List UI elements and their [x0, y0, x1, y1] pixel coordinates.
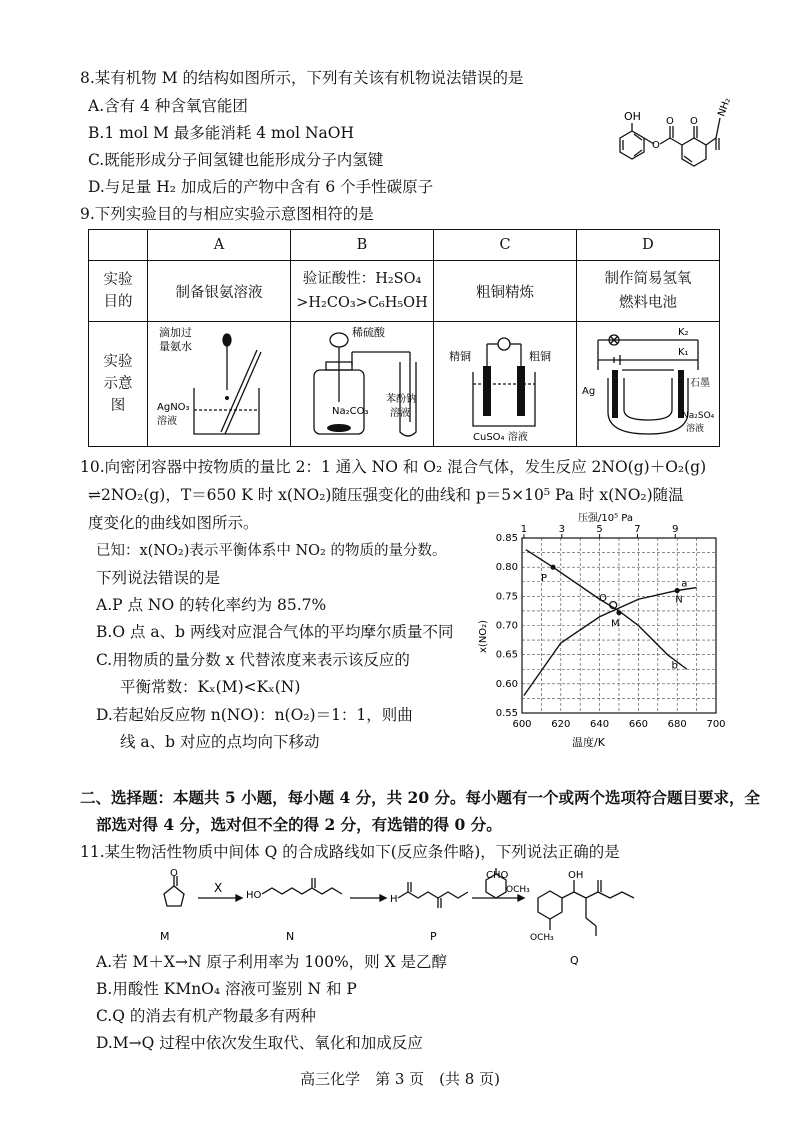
q10-line2: ⇌2NO₂(g)，T＝650 K 时 x(NO₂)随压强变化的曲线和 p＝5×10⁵ Pa 时 x(NO₂)随温: [88, 486, 684, 504]
chart-point-m: [616, 610, 621, 615]
q8-o-label-1: O: [652, 140, 660, 151]
q11-option-c: C.Q 的消去有机产物最多有两种: [96, 1007, 316, 1025]
row-label-diagram: [89, 322, 148, 447]
q11-option-d: D.M→Q 过程中依次发生取代、氧化和加成反应: [96, 1034, 423, 1052]
q11-stem: 11.某生物活性物质中间体 Q 的合成路线如下(反应条件略)，下列说法正确的是: [80, 843, 620, 861]
chart-x2-label: 压强/10⁵ Pa: [578, 513, 633, 524]
diagram-b-cell: [291, 322, 434, 447]
chart-point-p: [550, 565, 555, 570]
q8-option-c: C.既能形成分子间氢键也能形成分子内氢键: [88, 151, 384, 169]
table-corner: [89, 230, 148, 261]
q11-cho-label: CHO: [486, 870, 509, 881]
q10-note: 已知：x(NO₂)表示平衡体系中 NO₂ 的物质的量分数。: [96, 543, 447, 559]
q11-oh-label: OH: [568, 870, 584, 881]
q8-oh-label: OH: [624, 110, 641, 123]
chart-x-tick-label: 640: [590, 719, 610, 730]
q10-option-a: A.P 点 NO 的转化率约为 85.7%: [96, 596, 327, 614]
row-label-diagram-l3: 图: [110, 398, 126, 414]
chart-x-tick-label: 620: [551, 719, 571, 730]
diagram-a-beaker: [149, 322, 289, 442]
chart-y-tick-label: 0.60: [495, 678, 518, 690]
diagram-b-label-1: 稀硫酸: [352, 326, 385, 339]
purpose-d: [577, 261, 720, 322]
diagram-d-cell: [577, 322, 720, 447]
chart-x2-tick-label: 3: [558, 524, 565, 535]
q8-option-a: A.含有 4 种含氧官能团: [88, 97, 248, 115]
diagram-a-label-1: 滴加过: [159, 326, 192, 339]
q9-experiment-table: [88, 229, 720, 447]
section2-line1: 二、选择题：本题共 5 小题，每小题 4 分，共 20 分。每小题有一个或两个选项符合题目要求，全: [80, 788, 761, 807]
q11-m-o-label: O: [170, 868, 178, 879]
q8-option-d: D.与足量 H₂ 加成后的产物中含有 6 个手性碳原子: [88, 178, 434, 196]
purpose-a: 制备银氨溶液: [148, 261, 291, 322]
q9-stem: 9.下列实验目的与相应实验示意图相符的是: [80, 205, 374, 223]
q11-option-a: A.若 M＋X→N 原子利用率为 100%，则 X 是乙醇: [96, 953, 448, 971]
chart-y-tick-label: 0.55: [495, 708, 518, 719]
diagram-b-label-2: Na₂CO₃: [332, 406, 369, 417]
chart-x-tick-label: 680: [667, 719, 687, 730]
chart-point-label-m: M: [611, 618, 620, 630]
row-label-purpose: [89, 261, 148, 322]
diagram-d-k1-label: K₁: [678, 347, 689, 358]
diagram-a-label-2: 量氨水: [159, 340, 192, 353]
row-label-purpose-l2: 目的: [103, 294, 133, 310]
q10-line1: 10.向密闭容器中按物质的量比 2：1 通入 NO 和 O₂ 混合气体，发生反应 2NO(g)＋O₂(g): [80, 458, 707, 476]
purpose-d-line2: 燃料电池: [619, 295, 677, 311]
chart-x2-tick-label: 1: [520, 524, 528, 535]
diagram-c-cell: [434, 322, 577, 447]
diagram-d-ag-label: Ag: [582, 386, 596, 397]
diagram-d-k2-label: K₂: [678, 327, 689, 338]
row-label-diagram-l1: 实验: [103, 354, 133, 370]
chart-point-label-o: O: [599, 593, 608, 605]
q11-h-label: H: [390, 894, 398, 905]
chart-series-a-label: a: [681, 578, 688, 590]
diagram-b-label-4: 溶液: [390, 408, 410, 419]
diagram-d-graphite-label: 石墨: [690, 378, 710, 389]
page-footer: 高三化学 第 3 页 (共 8 页): [300, 1070, 500, 1088]
chart-series-b-label: b: [671, 660, 678, 672]
q11-label-n: N: [286, 930, 295, 943]
header-c: C: [434, 230, 577, 261]
chart-x2-tick-label: 9: [672, 524, 679, 535]
header-a: A: [148, 230, 291, 261]
chart-x-tick-label: 700: [706, 719, 726, 730]
chart-point-label-p: P: [541, 573, 548, 585]
header-d: D: [577, 230, 720, 261]
diagram-b-apparatus: [292, 322, 432, 442]
diagram-b-label-3: 苯酚钠: [386, 394, 416, 405]
diagram-d-fuel-cell: [578, 322, 718, 442]
chart-y-tick-label: 0.75: [495, 591, 518, 603]
chart-y-label: x(NO₂): [478, 619, 489, 653]
q11-arrow-x-label: X: [214, 881, 223, 895]
chart-y-tick-label: 0.85: [495, 533, 518, 544]
diagram-c-label-1: 精铜: [449, 350, 471, 363]
q10-option-c-line2: 平衡常数：Kₓ(M)<Kₓ(N): [120, 678, 301, 696]
q10-option-b: B.O 点 a、b 两线对应混合气体的平均摩尔质量不同: [96, 623, 454, 641]
q10-option-c-line1: C.用物质的量分数 x 代替浓度来表示该反应的: [96, 651, 410, 669]
chart-y-tick-label: 0.65: [495, 649, 518, 661]
q8-o-label-3: O: [690, 116, 698, 127]
q11-och3-label-b: OCH₃: [530, 933, 554, 943]
q11-label-p: P: [430, 930, 437, 943]
purpose-d-line1: 制作简易氢氧: [604, 271, 692, 287]
diagram-c-electrolysis: [435, 322, 575, 442]
q8-stem: 8.某有机物 M 的结构如图所示，下列有关该有机物说法错误的是: [80, 69, 524, 87]
q11-och3-label-a: OCH₃: [506, 885, 530, 895]
q10-line3: 度变化的曲线如图所示。: [88, 514, 259, 532]
q11-ho-label: HO: [246, 890, 262, 901]
q8-o-label-2: O: [666, 116, 674, 127]
purpose-c: 粗铜精炼: [434, 261, 577, 322]
q10-chart: [466, 508, 736, 748]
section2-line2: 部选对得 4 分，选对但不全的得 2 分，有选错的得 0 分。: [96, 815, 502, 834]
purpose-b: [291, 261, 434, 322]
diagram-a-cell: [148, 322, 291, 447]
chart-series-b-line: [526, 550, 687, 670]
chart-x2-tick-label: 5: [596, 524, 603, 535]
chart-y-tick-label: 0.80: [495, 562, 518, 574]
chart-x-tick-label: 600: [512, 719, 532, 730]
chart-x2-tick-label: 7: [634, 524, 641, 535]
q11-option-b: B.用酸性 KMnO₄ 溶液可鉴别 N 和 P: [96, 980, 357, 998]
diagram-c-label-3: CuSO₄ 溶液: [473, 432, 528, 442]
q8-option-b: B.1 mol M 最多能消耗 4 mol NaOH: [88, 124, 354, 142]
row-label-purpose-l1: 实验: [103, 272, 133, 288]
purpose-b-line2: >H₂CO₃>C₆H₅OH: [296, 295, 428, 311]
header-b: B: [291, 230, 434, 261]
chart-y-tick-label: 0.70: [495, 620, 518, 632]
chart-x-label: 温度/K: [572, 736, 605, 748]
diagram-a-label-4: 溶液: [157, 416, 177, 427]
q10-option-d-line2: 线 a、b 对应的点均向下移动: [120, 733, 320, 751]
diagram-d-na2so4-label: Na₂SO₄: [682, 411, 715, 421]
diagram-d-solution-label: 溶液: [686, 424, 705, 434]
q11-label-q: Q: [570, 954, 579, 967]
q10-ask: 下列说法错误的是: [96, 569, 221, 587]
q11-label-m: M: [160, 930, 170, 943]
diagram-c-label-2: 粗铜: [529, 350, 551, 363]
chart-x-tick-label: 660: [628, 719, 648, 730]
q8-nh2-label: NH₂: [716, 96, 734, 119]
q10-option-d-line1: D.若起始反应物 n(NO)：n(O₂)＝1：1，则曲: [96, 706, 413, 724]
q8-molecule-structure: [600, 88, 735, 183]
chart-point-n: [675, 588, 680, 593]
purpose-b-line1: 验证酸性：H₂SO₄: [302, 271, 422, 287]
chart-point-label-n: N: [675, 594, 683, 606]
row-label-diagram-l2: 示意: [103, 376, 133, 392]
diagram-a-label-3: AgNO₃: [157, 402, 190, 413]
